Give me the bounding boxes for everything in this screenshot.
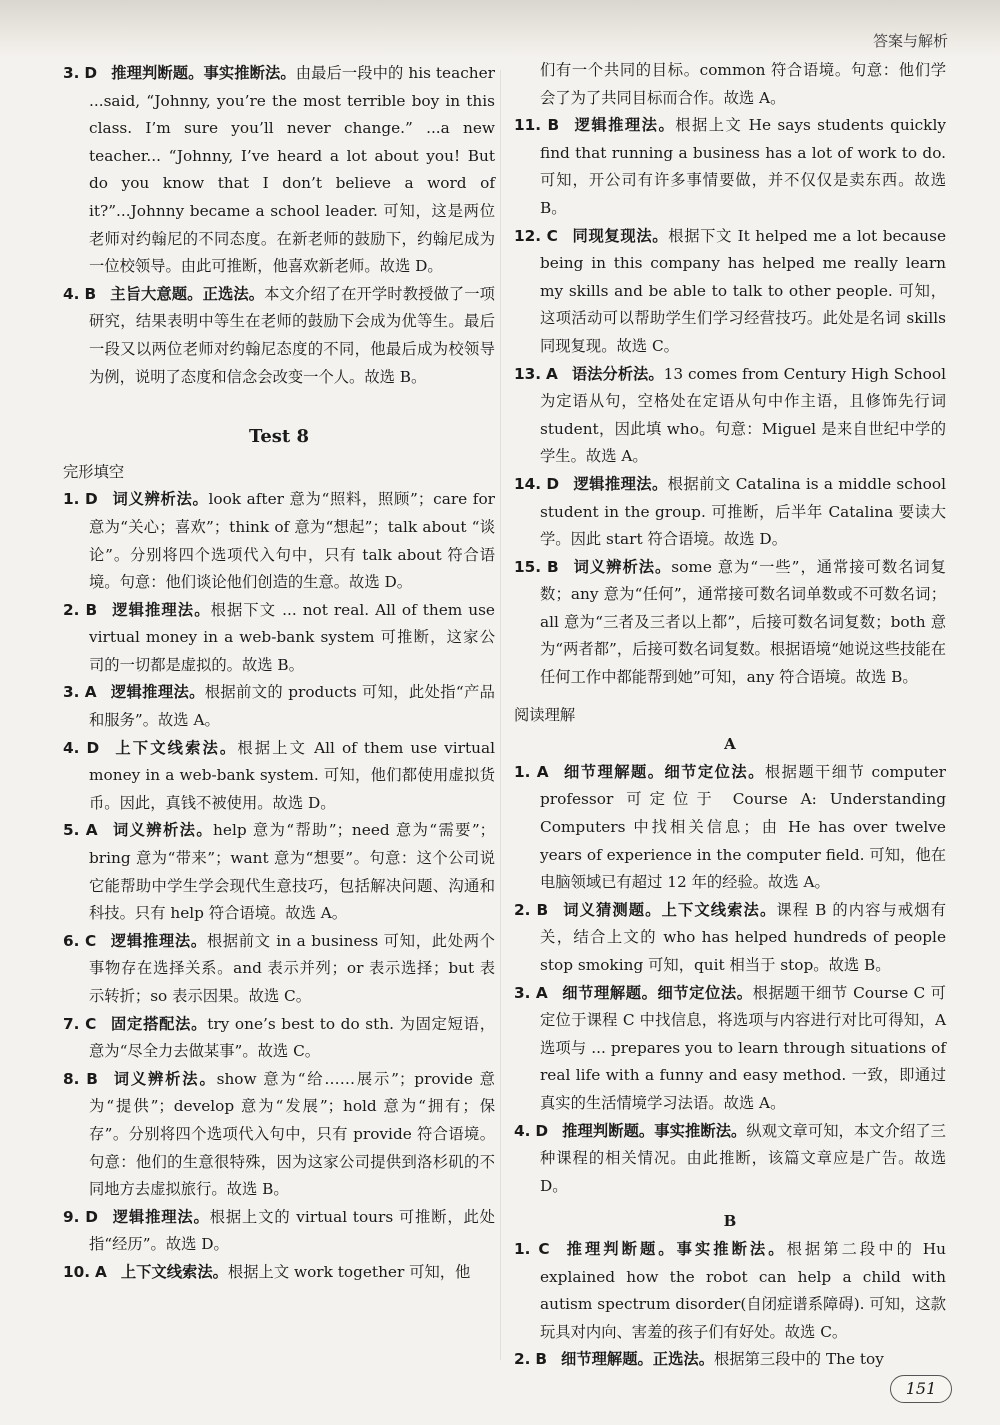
answer-number: 11. — [514, 116, 542, 135]
answer-item — [63, 735, 495, 818]
answer-number: 15. — [514, 557, 542, 576]
answer-number: 4. — [63, 284, 80, 303]
answer-explanation: 根据第二段中的 Hu explained how the robot can help a child with autism spectrum disorder(自闭症谱系障碍). 可知，这款玩具对内向、害羞的孩子们有好处。故选 C。 — [540, 1239, 946, 1341]
answer-item — [63, 1259, 495, 1287]
answer-method: 词义辨析法。 — [111, 821, 214, 840]
answer-letter: B — [536, 900, 549, 919]
answer-item — [514, 1236, 946, 1346]
answer-item — [63, 281, 495, 391]
answer-item — [514, 897, 946, 980]
test-title: Test 8 — [248, 426, 310, 448]
answer-number: 4. — [63, 738, 80, 757]
answer-method: 细节理解题。细节定位法。 — [562, 762, 765, 781]
answer-item — [63, 1204, 495, 1259]
answer-explanation: 根据前文 Catalina is a middle school student in the group. 可推断，后半年 Catalina 要读大学。因此 start 符合语境。故选 D。 — [540, 474, 946, 549]
answer-number: 9. — [63, 1207, 80, 1226]
answer-number: 3. — [63, 64, 80, 82]
part-a-title: A — [724, 735, 736, 754]
answer-number: 13. — [514, 364, 542, 383]
continued-text: 们有一个共同的目标。common 符合语境。句意：他们学会了为了共同目标而合作。故选 A。 — [540, 61, 946, 107]
answer-method: 语法分析法。 — [571, 364, 664, 383]
answer-method: 固定搭配法。 — [110, 1014, 208, 1033]
answer-number: 2. — [514, 900, 531, 919]
page-header-band — [0, 0, 1000, 58]
answer-item — [63, 60, 495, 281]
answer-explanation: 根据上文 He says students quickly find that running a business has a lot of work to do. 可知，开公司有许多事情要做，并不仅仅是卖东西。故选 B。 — [540, 116, 946, 217]
answer-method: 推理判断题。事实推断法。 — [111, 64, 296, 82]
answer-letter: D — [535, 1121, 549, 1140]
left-column — [63, 60, 495, 1287]
answer-letter: A — [85, 821, 98, 840]
answer-item — [63, 597, 495, 680]
answer-explanation: try one’s best to do sth. 为固定短语，意为“尽全力去做某事”。故选 C。 — [89, 1014, 495, 1061]
answer-letter: A — [545, 364, 558, 383]
answer-explanation: help 意为“帮助”；need 意为“需要”；bring 意为“带来”；want 意为“想要”。句意：这个公司说它能帮助中学生学会现代生意技巧，包括解决问题、沟通和科技。只有 help 符合语境。故选 A。 — [89, 821, 495, 923]
answer-number: 1. — [63, 490, 80, 509]
answer-explanation: 根据前文 in a business 可知，此处两个事物存在选择关系。and 表示并列；or 表示选择；but 表示转折；so 表示因果。故选 C。 — [89, 931, 495, 1005]
answer-number: 2. — [514, 1350, 531, 1369]
answer-explanation: show 意为“给……展示”；provide 意为“提供”；develop 意为“发展”；hold 意为“拥有；保存”。分别将四个选项代入句中，只有 provide 符合语境。句意：他们的生意很特殊，因为这家公司提供到洛杉矶的不同地方去虚拟旅行。故选 B。 — [89, 1069, 495, 1199]
answer-explanation: 根据下文 ... not real. All of them use virtual money in a web-bank system 可推断，这家公司的一切都是虚拟的。故选 B。 — [89, 600, 495, 674]
answer-number: 1. — [514, 762, 531, 781]
answer-item — [514, 471, 946, 554]
answer-number: 2. — [63, 600, 80, 619]
answer-letter: D — [86, 738, 100, 757]
answer-method: 词义辨析法。 — [111, 490, 209, 509]
header-title: 答案与解析 — [872, 32, 948, 50]
answer-letter: D — [85, 490, 98, 509]
answer-letter: B — [85, 600, 98, 619]
answer-method: 上下文线索法。 — [113, 738, 238, 757]
answer-item — [514, 361, 946, 471]
answer-method: 逻辑推理法。 — [110, 931, 207, 950]
answer-number: 6. — [63, 931, 80, 950]
answer-method: 词义猜测题。上下文线索法。 — [562, 900, 777, 919]
answer-item — [514, 554, 946, 692]
answer-method: 细节理解题。正选法。 — [561, 1350, 714, 1369]
answer-letter: B — [535, 1350, 548, 1369]
answer-item — [63, 928, 495, 1011]
answer-explanation: 根据题干细节 Course C 可定位于课程 C 中找信息，将选项与内容进行对比可得知，A 选项与 ... prepares you to learn through situations of real life with a funny and easy method. 一致，即通过真实的生活情境学习法语。故选 A。 — [540, 983, 946, 1112]
answer-explanation: some 意为“一些”，通常接可数名词复数；any 意为“任何”，通常接可数名词单数或不可数名词；all 意为“三者及三者以上都”，后接可数名词复数；both 意为“两者都”，后接可数名词复数。根据语境“她说这些技能在任何工作中都能帮到她”可知，any 符合语境。故选 B。 — [540, 557, 946, 687]
answer-explanation: 根据题干细节 computer professor 可定位于 Course A: Understanding Computers 中找相关信息；由 He has over twelve years of experience in the computer field. 可知，他在电脑领域已有超过 12 年的经验。故选 A。 — [540, 762, 946, 892]
answer-number: 12. — [514, 226, 542, 245]
answer-method: 主旨大意题。正选法。 — [110, 284, 265, 303]
column-divider — [500, 70, 501, 1360]
answer-letter: A — [84, 683, 97, 702]
answer-method: 逻辑推理法。 — [111, 600, 211, 619]
answer-item — [63, 486, 495, 596]
section-title-reading: 阅读理解 — [514, 705, 576, 724]
answer-number: 3. — [514, 983, 531, 1002]
answer-explanation: 13 comes from Century High School 为定语从句，空格处在定语从句中作主语，且修饰先行词 student，因此填 who。句意：Miguel 是来自世纪中学的学生。故选 A。 — [540, 364, 946, 466]
answer-explanation: look after 意为“照料，照顾”；care for 意为“关心；喜欢”；think of 意为“想起”；talk about “谈论”。分别将四个选项代入句中，只有 talk about 符合语境。句意：他们谈论他们创造的生意。故选 D。 — [89, 490, 495, 592]
answer-letter: D — [546, 474, 560, 493]
answer-method: 细节理解题。细节定位法。 — [561, 983, 753, 1002]
answer-item — [514, 1118, 946, 1201]
answer-number: 5. — [63, 821, 80, 840]
answer-explanation: 本文介绍了在开学时教授做了一项研究，结果表明中等生在老师的鼓励下会成为优等生。最后一段又以两位老师对约翰尼态度的不同，他最后成为校领导为例，说明了态度和信念会改变一个人。故选 B。 — [89, 284, 495, 386]
answer-explanation: 根据前文的 products 可知，此处指“产品和服务”。故选 A。 — [89, 683, 495, 730]
section-title-cloze: 完形填空 — [63, 462, 125, 481]
answer-letter: C — [85, 1014, 97, 1033]
answer-letter: A — [536, 762, 549, 781]
cloze-answers — [63, 486, 495, 1286]
part-b-title: B — [723, 1212, 737, 1231]
answer-explanation: 根据上文 All of them use virtual money in a web-bank system. 可知，他们都使用虚拟货币。因此，真钱不被使用。故选 D。 — [89, 738, 495, 812]
answer-item — [514, 980, 946, 1118]
answer-letter: B — [86, 1069, 98, 1088]
answer-letter: B — [547, 116, 560, 135]
answer-item — [63, 679, 495, 734]
answer-method: 上下文线索法。 — [120, 1262, 228, 1281]
answer-item — [514, 112, 946, 222]
answer-explanation: 根据上文 work together 可知，他 — [227, 1262, 471, 1281]
answer-method: 逻辑推理法。 — [573, 116, 676, 135]
answer-explanation: 纵观文章可知，本文介绍了三种课程的相关情况。由此推断，该篇文章应是广告。故选 D。 — [540, 1121, 946, 1195]
answer-method: 词义辨析法。 — [111, 1069, 217, 1088]
answer-letter: A — [535, 983, 548, 1002]
answer-item — [514, 759, 946, 897]
reading-b-answers — [514, 1236, 946, 1374]
answer-explanation: 根据第三段中的 The toy — [714, 1350, 884, 1369]
answer-method: 推理判断题。事实推断法。 — [562, 1121, 747, 1140]
answer-method: 推理判断题。事实推断法。 — [563, 1239, 787, 1258]
answer-number: 14. — [514, 474, 542, 493]
reading-a-answers — [514, 759, 946, 1201]
answer-explanation: 课程 B 的内容与戒烟有关，结合上文的 who has helped hundreds of people stop smoking 可知，quit 相当于 stop。故选 B。 — [540, 900, 946, 974]
answer-letter: D — [85, 1207, 98, 1226]
answer-explanation: 根据下文 It helped me a lot because being in this company has helped me really learn my skills and be able to talk to other people. 可知，这项活动可以帮助学生们学习经营技巧。此处是名词 skills 同现复现。故选 C。 — [540, 226, 946, 355]
answer-method: 同现复现法。 — [571, 226, 669, 245]
answer-letter: B — [546, 557, 559, 576]
answer-number: 10. — [63, 1262, 91, 1281]
right-column — [514, 57, 946, 1374]
answer-item — [514, 223, 946, 361]
answer-number: 8. — [63, 1069, 80, 1088]
answer-method: 逻辑推理法。 — [111, 1207, 210, 1226]
answer-method: 词义辨析法。 — [572, 557, 672, 576]
answer-method: 逻辑推理法。 — [573, 474, 668, 493]
answer-number: 3. — [63, 683, 80, 702]
answer-explanation: 根据上文的 virtual tours 可推断，此处指“经历”。故选 D。 — [89, 1207, 495, 1254]
answer-item — [63, 817, 495, 927]
answer-letter: D — [84, 64, 98, 82]
answer-number: 1. — [514, 1239, 531, 1258]
answer-method: 逻辑推理法。 — [110, 683, 205, 702]
answer-number: 4. — [514, 1121, 531, 1140]
answer-item — [63, 1011, 495, 1066]
answer-letter: B — [84, 284, 97, 303]
answer-item — [63, 1066, 495, 1204]
answer-letter: C — [538, 1239, 550, 1258]
left-pre-answers — [63, 60, 495, 391]
answer-letter: C — [85, 931, 97, 950]
answer-letter: A — [94, 1262, 107, 1281]
answer-letter: C — [546, 226, 558, 245]
page-number: 151 — [890, 1375, 952, 1403]
answer-item — [514, 1346, 946, 1374]
answer-explanation: 由最后一段中的 his teacher ...said, “Johnny, you’re the most terrible boy in this class. I’m sure you’ll never change.” ...a new teacher... “Johnny, I’ve heard a lot about you! But do you know that I don’t believe a word of it?”...Johnny became a school leader. 可知，这是两位老师对约翰尼的不同态度。在新老师的鼓励下，约翰尼成为一位校领导。由此可推断，他喜欢新老师。故选 D。 — [89, 64, 495, 276]
cloze-answers-continued — [514, 112, 946, 691]
answer-number: 7. — [63, 1014, 80, 1033]
